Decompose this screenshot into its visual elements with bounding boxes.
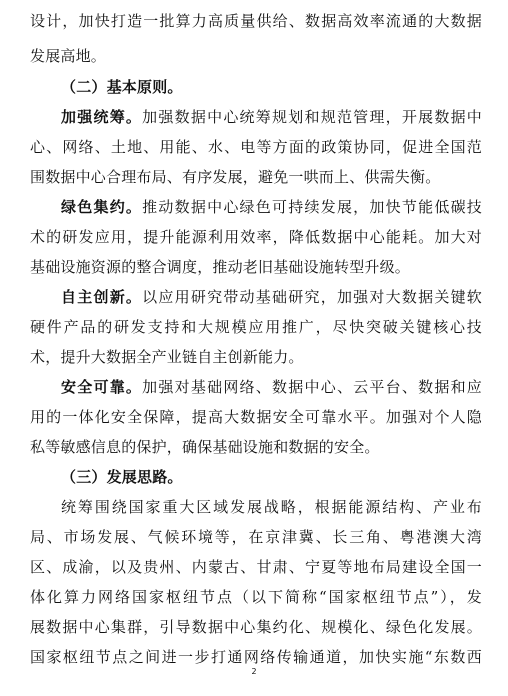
intro-line-1: 设计，加快打造一批算力高质量供给、数据高效率流通的大数据 — [30, 12, 482, 30]
principle-3-line-2: 硬件产品的研发支持和大规模应用推广，尽快突破关键核心技 — [30, 318, 482, 336]
intro-line-2: 发展高地。 — [30, 47, 107, 65]
principle-3-line-1 — [61, 286, 482, 308]
principle-1-line-1-text: 加强数据中心统筹规划和规范管理，开展数据中 — [142, 108, 482, 126]
principle-1-line-2: 心、网络、土地、用能、水、电等方面的政策协同，促进全国范 — [30, 138, 482, 156]
principle-4-term: 安全可靠。 — [61, 378, 143, 396]
ideas-line-3: 区、成渝，以及贵州、内蒙古、甘肃、宁夏等地布局建设全国一 — [30, 558, 482, 576]
ideas-line-4: 体化算力网络国家枢纽节点（以下简称“国家枢纽节点”），发 — [30, 588, 482, 606]
ideas-line-1: 统筹围绕国家重大区域发展战略，根据能源结构、产业布 — [61, 498, 482, 516]
principle-1-line-3: 围数据中心合理布局、有序发展，避免一哄而上、供需失衡。 — [30, 168, 441, 186]
principle-1-line-1 — [61, 106, 482, 128]
principle-3-line-1-text: 以应用研究带动基础研究，加强对大数据关键软 — [142, 288, 482, 306]
principle-4-line-3: 私等敏感信息的保护，确保基础设施和数据的安全。 — [30, 438, 380, 456]
principle-4-line-1-text: 加强对基础网络、数据中心、云平台、数据和应 — [142, 378, 482, 396]
principle-2-line-1 — [61, 196, 482, 218]
section-3-heading: （三）发展思路。 — [61, 468, 183, 486]
ideas-line-2: 局、市场发展、气候环境等，在京津冀、长三角、粤港澳大湾 — [30, 528, 482, 546]
principle-2-line-3: 基础设施资源的整合调度，推动老旧基础设施转型升级。 — [30, 258, 411, 276]
ideas-line-5: 展数据中心集群，引导数据中心集约化、规模化、绿色化发展。 — [30, 618, 482, 636]
principle-4-line-1 — [61, 376, 482, 398]
principle-4-line-2: 用的一体化安全保障，提高大数据安全可靠水平。加强对个人隐 — [30, 408, 482, 426]
principle-3-term: 自主创新。 — [61, 288, 143, 306]
principle-1-term: 加强统筹。 — [61, 108, 143, 126]
principle-3-line-3: 术，提升大数据全产业链自主创新能力。 — [30, 348, 304, 366]
page-number: 2 — [251, 667, 257, 676]
principle-2-line-1-text: 推动数据中心绿色可持续发展，加快节能低碳技 — [142, 198, 482, 216]
principle-2-term: 绿色集约。 — [61, 198, 143, 216]
principle-2-line-2: 术的研发应用，提升能源利用效率，降低数据中心能耗。加大对 — [30, 228, 482, 246]
section-2-heading: （二）基本原则。 — [61, 78, 183, 96]
ideas-line-6: 国家枢纽节点之间进一步打通网络传输通道，加快实施“东数西 — [30, 648, 482, 666]
